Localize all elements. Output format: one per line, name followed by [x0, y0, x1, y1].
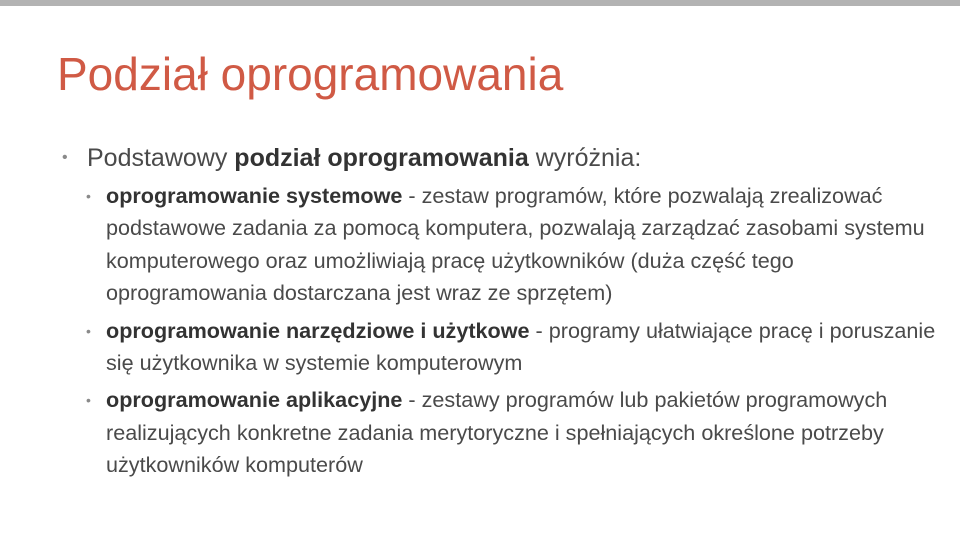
intro-prefix: Podstawowy	[87, 144, 235, 172]
intro-bold-term: podział oprogramowania	[234, 144, 529, 172]
item-term: oprogramowanie narzędziowe i użytkowe	[106, 317, 530, 343]
top-border-bar	[0, 0, 960, 6]
intro-suffix: wyróżnia:	[528, 144, 642, 172]
item-description: - zestawy programów lub pakietów programowych realizujących konkretne zadania merytoryczne i spełniających określone potrzeby użytkowników komputerów	[106, 387, 888, 478]
list-item-application-software	[86, 384, 946, 481]
item-description: - programy ułatwiające pracę i poruszanie się użytkownika w systemie komputerowym	[106, 317, 936, 376]
list-item-system-software	[86, 180, 946, 310]
intro-line	[62, 141, 641, 175]
software-types-list	[86, 180, 946, 487]
item-description: - zestaw programów, które pozwalają zrealizować podstawowe zadania za pomocą komputera, pozwalają zarządzać zasobami systemu komputerowego oraz umożliwiają pracę użytkowników (duża część tego oprogramowania dostarczana jest wraz ze sprzętem)	[106, 183, 925, 306]
bullet-icon: •	[86, 322, 91, 339]
bullet-icon: •	[86, 392, 91, 409]
item-term: oprogramowanie aplikacyjne	[106, 387, 403, 413]
slide-title: Podział oprogramowania	[57, 48, 564, 100]
item-term: oprogramowanie systemowe	[106, 183, 403, 208]
intro-text	[87, 144, 641, 172]
bullet-icon: •	[86, 188, 91, 204]
list-item-utility-software	[86, 315, 946, 380]
bullet-icon: •	[62, 149, 68, 166]
